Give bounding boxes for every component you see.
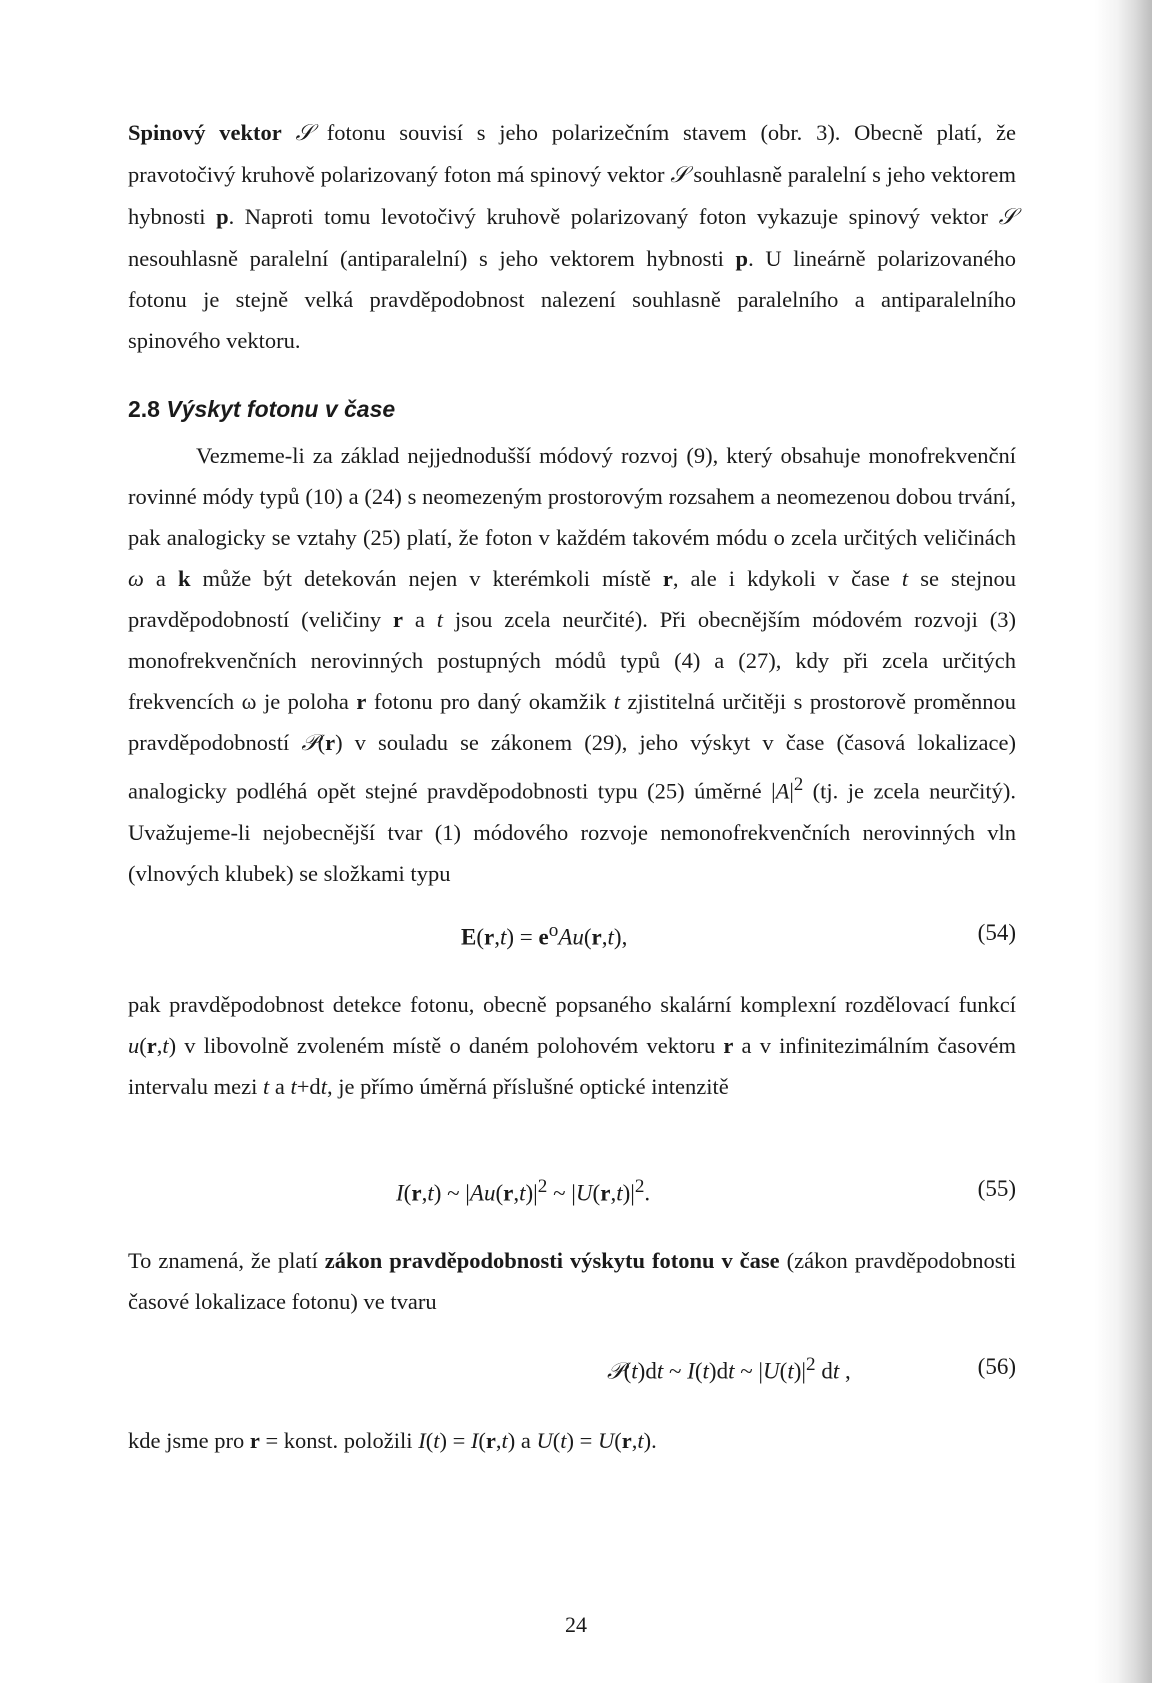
equation-56-number: (56) <box>977 1354 1016 1379</box>
paragraph-spin-vector: Spinový vektor 𝒮 fotonu souvisí s jeho polarizečním stavem (obr. 3). Obecně platí, že pravotočivý kruhově polarizovaný foton má spinový vektor 𝒮 souhlasně paralelní s jeho vektorem hybnosti p. Naproti tomu levotočivý kruhově polarizovaný foton vykazuje spinový vektor 𝒮 nesouhlasně paralelní (antiparalelní) s jeho vektorem hybnosti p. U lineárně polarizovaného fotonu je stejně velká pravděpodobnost nalezení souhlasně paralelního a antiparalelního spinového vektoru. <box>128 120 1017 353</box>
equation-54 <box>128 912 1016 956</box>
equation-55-number: (55) <box>977 1176 1016 1201</box>
equation-54-number: (54) <box>977 920 1016 945</box>
section-title: Výskyt fotonu v čase <box>166 396 396 422</box>
equation-56-formula: 𝒫(t)dt ~ I(t)dt ~ $|U(t)|^2$ dt , <box>607 1354 851 1385</box>
section-heading <box>128 396 395 423</box>
page-number: 24 <box>565 1612 587 1637</box>
equation-56 <box>128 1346 1016 1390</box>
equation-54-formula: $E(r,t) = e^oAu(r,t)$, <box>461 920 628 950</box>
paragraph-mode-expansion: Vezmeme-li za základ nejjednodušší módový rozvoj (9), který obsahuje monofrekvenční rovinné módy typů (10) a (24) s neomezeným prostorovým rozsahem a neomezenou dobou trvání, pak analogicky se vztahy (25) platí, že foton v každém takovém módu o zcela určitých veličinách ω a k může být detekován nejen v kterémkoli místě r, ale i kdykoli v čase t se stejnou pravděpodobností (veličiny r a t jsou zcela neurčité). Při obecnějším módovém rozvoji (3) monofrekvenčních nerovinných postupných módů typů (4) a (27), kdy při zcela určitých frekvencích ω je poloha r fotonu pro daný okamžik t zjistitelná určitěji s prostorově proměnnou pravděpodobností 𝒫(r) v souladu se zákonem (29), jeho výskyt v čase (časová lokalizace) analogicky podléhá opět stejné pravděpodobnosti typu (25) úměrné $|A|^2$ (tj. je zcela neurčitý). Uvažujeme-li nejobecnější tvar (1) módového rozvoje nemonofrekvenčních nerovinných vln (vlnových klubek) se složkami typu <box>128 443 1017 886</box>
paragraph-definitions: kde jsme pro r = konst. položili I(t) = I(r,t) a U(t) = U(r,t). <box>128 1428 657 1453</box>
equation-55 <box>128 1168 1016 1212</box>
section-number: 2.8 <box>128 396 160 422</box>
paragraph-probability-law: To znamená, že platí zákon pravděpodobnosti výskytu fotonu v čase (zákon pravděpodobnosti časové lokalizace fotonu) ve tvaru <box>128 1248 1016 1314</box>
paragraph-detection-probability: pak pravděpodobnost detekce fotonu, obecně popsaného skalární komplexní rozdělovací funkcí u(r,t) v libovolně zvoleném místě o daném polohovém vektoru r a v infinitezimálním časovém intervalu mezi t a t+dt, je přímo úměrná příslušné optické intenzitě <box>128 992 1016 1099</box>
equation-55-formula: I(r,t) ~ $|Au(r,t)|^2$ ~ $|U(r,t)|^2$. <box>396 1176 651 1206</box>
